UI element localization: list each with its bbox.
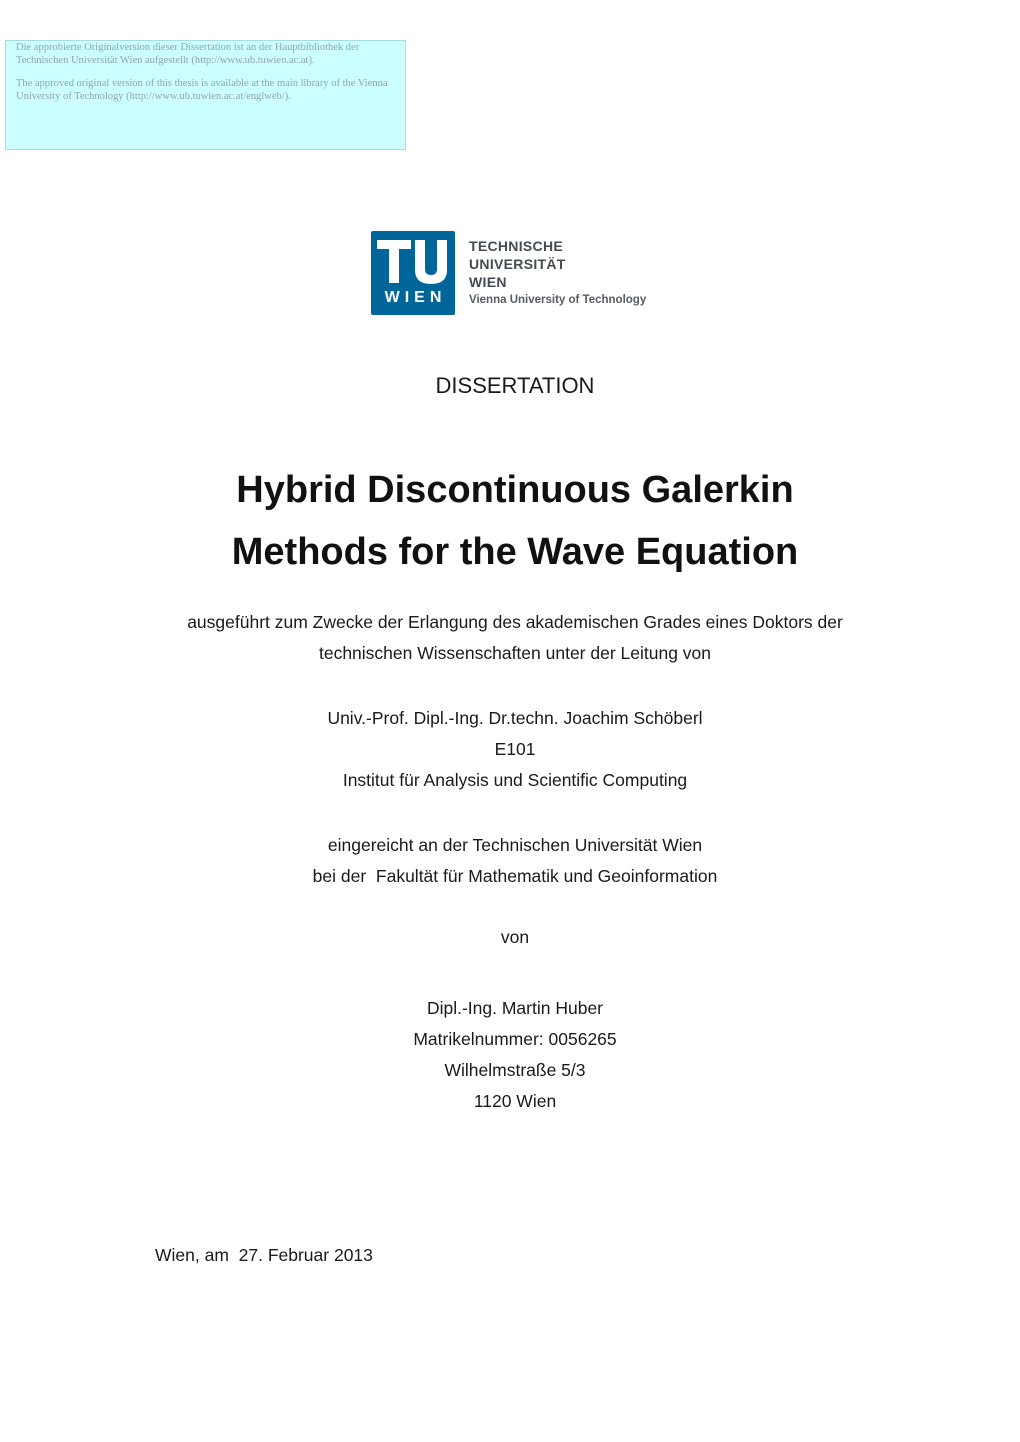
logo-line-universitaet: UNIVERSITÄT — [469, 256, 566, 272]
title-line-1: Hybrid Discontinuous Galerkin — [236, 469, 794, 511]
logo-line-wien: WIEN — [469, 274, 507, 290]
degree-statement-line-2: technischen Wissenschaften unter der Leitung von — [318, 643, 712, 663]
von-label: von — [500, 927, 530, 947]
author-city: 1120 Wien — [473, 1091, 557, 1111]
supervisor-name: Univ.-Prof. Dipl.-Ing. Dr.techn. Joachim Schöberl — [327, 708, 703, 728]
logo-line-technische: TECHNISCHE — [469, 238, 564, 254]
degree-statement — [0, 607, 1020, 669]
library-notice-english: The approved original version of this thesis is available at the main library of the Vienna University of Technology (http://www.ub.tuwien.ac.at/englweb/). — [16, 78, 388, 102]
logo-wordmark — [469, 237, 646, 309]
author-matrikel: Matrikelnummer: 0056265 — [413, 1029, 617, 1049]
document-type: DISSERTATION — [435, 373, 595, 398]
supervisor-institute: Institut für Analysis und Scientific Computing — [342, 770, 688, 790]
author-name: Dipl.-Ing. Martin Huber — [426, 998, 604, 1018]
author-block — [0, 993, 1020, 1117]
logo-wien-text: WIEN — [384, 289, 447, 306]
author-street: Wilhelmstraße 5/3 — [444, 1060, 586, 1080]
submission-line-1: eingereicht an der Technischen Universität Wien — [327, 835, 703, 855]
library-notice-german: Die approbierte Originalversion dieser Dissertation ist an der Hauptbibliothek der Technischen Universität Wien aufgestellt (http://www.ub.tuwien.ac.at). — [16, 42, 360, 66]
title-line-2: Methods for the Wave Equation — [231, 531, 799, 573]
thesis-title — [0, 459, 1020, 583]
library-notice-box — [5, 40, 406, 150]
supervisor-code: E101 — [494, 739, 536, 759]
logo-line-english: Vienna University of Technology — [469, 294, 647, 306]
supervisor-block — [0, 703, 1020, 796]
tu-wien-logo — [371, 231, 671, 316]
submission-date: Wien, am 27. Februar 2013 — [155, 1245, 373, 1265]
submission-block — [0, 830, 1020, 892]
submission-line-2: bei der Fakultät für Mathematik und Geoinformation — [312, 866, 718, 886]
degree-statement-line-1: ausgeführt zum Zwecke der Erlangung des akademischen Grades eines Doktors der — [187, 612, 843, 632]
tu-logo-mark — [371, 231, 455, 315]
